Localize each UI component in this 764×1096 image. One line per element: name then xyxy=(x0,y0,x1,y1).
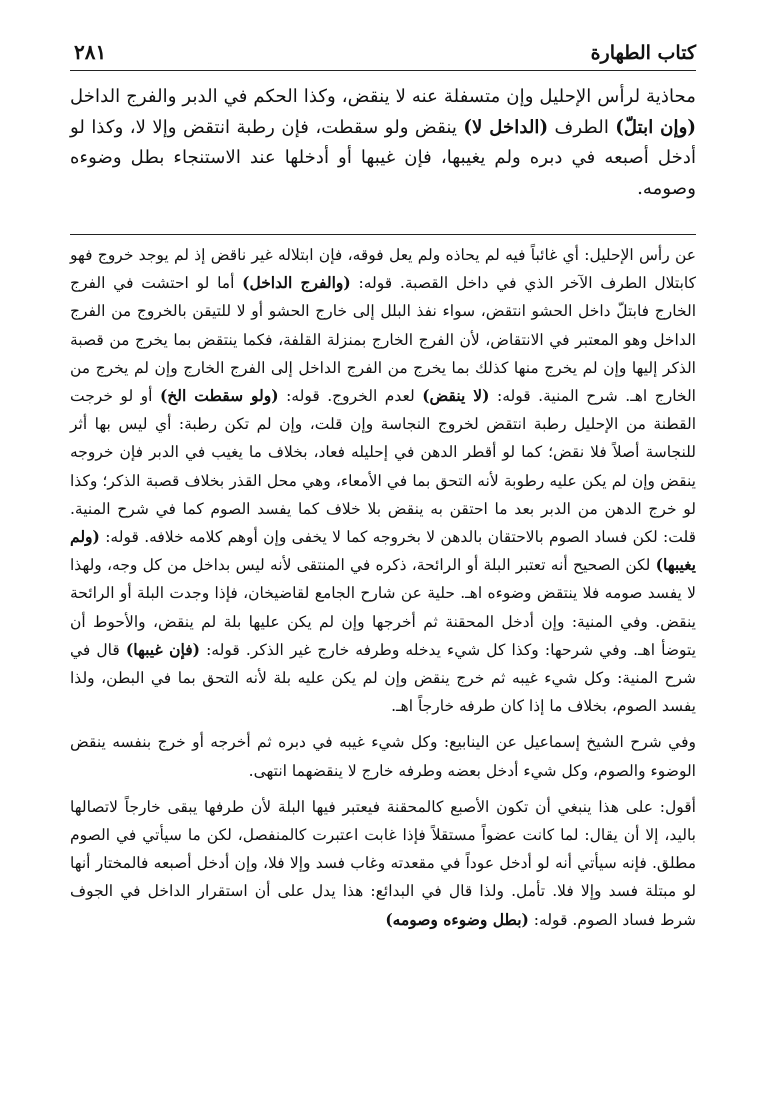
commentary-paragraph-2: وفي شرح الشيخ إسماعيل عن الينابيع: وكل شيء غيبه في دبره ثم أخرجه أو خرج بنفسه ينقض الوضوء والصوم، وكل شيء أدخل بعضه وطرفه خارج لا ينقضهما انتهى. xyxy=(70,733,696,780)
main-text xyxy=(70,82,696,204)
commentary-paragraph-3 xyxy=(70,793,696,934)
bold-quote: (ولو سقطت الخ) xyxy=(159,386,279,406)
book-title: كتاب الطهارة xyxy=(590,42,696,64)
main-paragraph xyxy=(70,82,696,204)
bold-quote: (فإن غيبها) xyxy=(125,639,200,659)
bold-quote: (ولم يغيبها) xyxy=(70,527,696,575)
page-number: ٢٨١ xyxy=(74,40,107,64)
commentary-paragraph-1 xyxy=(70,241,696,720)
note-segment: أقول: على هذا ينبغي أن تكون الأصبع كالمحقنة فيعتبر فيها البلة لأن طرفها يبقى خارجاً لاتصالها باليد، إلا أن يقال: لما كانت عضواً مستقلاً فإذا غابت اعتبرت كالمنفصل، لكن ما سيأتي في الصوم مطلق. فإنه سيأتي أنه لو أدخل عوداً في مقعدته وغاب فسد وإلا فلا، وإن أدخل أصبعه فالمختار أنها لو مبتلة فسد وإلا فلا. تأمل. ولذا قال في البدائع: هذا يدل على أن استقرار الداخل في الجوف شرط فساد الصوم. قوله: xyxy=(70,797,696,929)
bold-quote: (بطل وضوءه وصومه) xyxy=(385,909,529,929)
note-segment: أما لو احتشت في الفرج الخارج فابتلّ داخل الحشو انتقض، سواء نفذ البلل إلى خارج الحشو أو لا للتيقن بالخروج من الفرج الداخل وهو المعتبر في الانتقاض، لأن الفرج الخارج بمنزلة القلفة، فكما ينتقض بما يخرج من قصبة الذكر إليها وإن لم يخرج منها كذلك بما يخرج من الفرج الداخل إلى الفرج الخارج وإن لم يخرج من الخارج اهـ. شرح المنية. قوله: xyxy=(70,274,696,406)
main-text-segment: الطرف xyxy=(548,116,616,138)
divider-line xyxy=(70,234,696,235)
bold-quote: (وإن ابتلّ) xyxy=(615,116,696,138)
bold-quote: (الداخل لا) xyxy=(463,116,549,138)
note-segment: لعدم الخروج. قوله: xyxy=(278,387,423,406)
note-segment: قال في شرح المنية: وكل شيء غيبه ثم خرج ينقض وإن لم يكن عليه بلة لأنه التحق بما في البطن، ولذا يفسد الصوم، بخلاف ما إذا كان طرفه خارجاً اهـ. xyxy=(70,640,696,716)
note-segment: لكن الصحيح أنه تعتبر البلة أو الرائحة، ذكره في المنتقى لأنه ليس بداخل من كل وجه، ولهذا لا يفسد صومه فلا ينتقض وضوءه اهـ. حلية عن شارح الجامع لقاضيخان، فإذا وجدت البلة أو الرائحة ينقض. وفي المنية: وإن أدخل المحقنة ثم أخرجها وإن لم يكن عليها بلة لم ينقض، والأحوط أن يتوضأ اهـ. وفي شرحها: وكذا كل شيء يدخله وطرفه خارج غير الذكر. قوله: xyxy=(70,556,697,659)
bold-quote: (لا ينقض) xyxy=(422,386,490,406)
commentary xyxy=(70,241,696,934)
main-text-segment: محاذية لرأس الإحليل وإن متسفلة عنه لا ينقض، وكذا الحكم في الدبر والفرج الداخل xyxy=(70,86,696,107)
note-segment: عن رأس الإحليل: أي غائباً فيه لم يحاذه ولم يعل فوقه، فإن ابتلاله غير ناقض إذ لم يوجد خروج فهو كابتلال الطرف الآخر الذي في داخل القصبة. قوله: xyxy=(70,246,696,293)
bold-quote: (والفرج الداخل) xyxy=(242,273,351,293)
main-text-segment: ينقض ولو سقطت، فإن رطبة انتقض وإلا لا، وكذا لو أدخل أصبعه في دبره ولم يغيبها، فإن غيبها أو أدخلها عند الاستنجاء بطل وضوءه وصومه. xyxy=(70,116,696,199)
running-header xyxy=(70,38,696,71)
note-segment: أو لو خرجت القطنة من الإحليل رطبة انتقض لخروج النجاسة وإن قلت، وإن لم تكن رطبة: أي ليس بها أثر للنجاسة أصلاً فلا نقض؛ كما لو أقطر الدهن في إحليله فعاد، بخلاف ما يغيب في الدبر فإن خروجه ينقض وإن لم يكن عليه رطوبة لأنه التحق بما في الأمعاء، وهي محل القذر بخلاف قصبة الذكر؛ وكذا لو خرج الدهن من الدبر بعد ما احتقن به ينقض بلا خلاف كما يفسد الصوم كما في شرح المنية. قلت: لكن فساد الصوم بالاحتقان بالدهن لا بخروجه كما لا يخفى وإن أوهم كلامه خلافه. قوله: xyxy=(70,387,696,547)
